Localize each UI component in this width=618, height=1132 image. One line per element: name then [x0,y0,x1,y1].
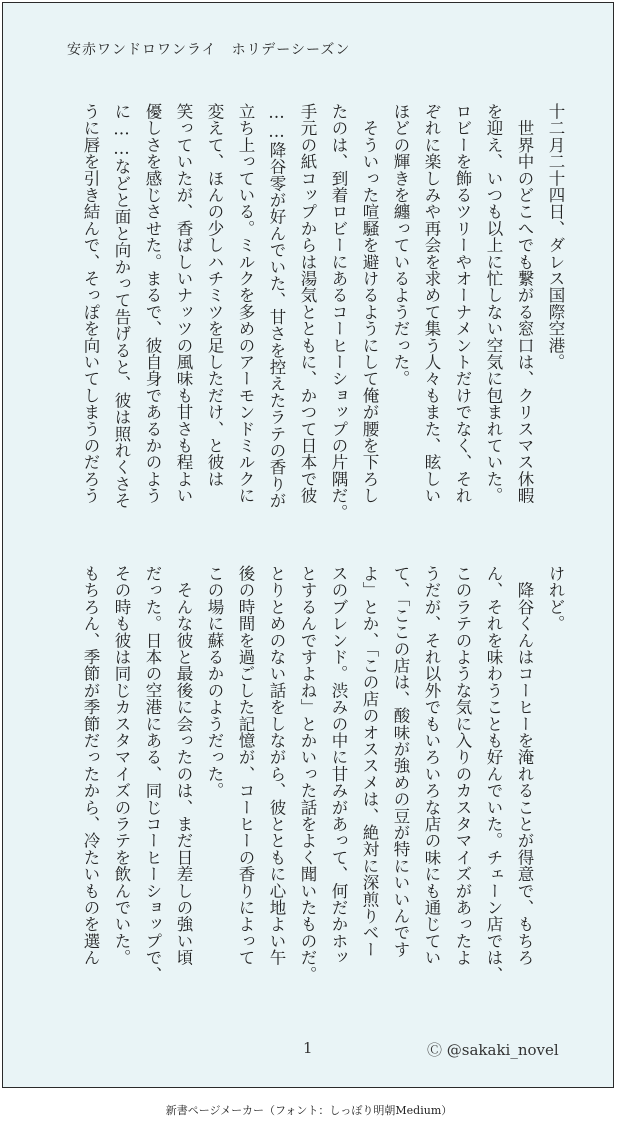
text-column: 優しさを感じさせた。まるで、彼自身であるかのよう [143,103,162,504]
text-column: この場に蘇るかのようだった。 [205,565,224,799]
novel-page [2,2,614,1088]
text-column: ……降谷零が好んでいた、甘さを控えたラテの香りが [267,103,286,509]
text-column: その時も彼は同じカスタマイズのラテを飲んでいた。 [112,565,131,966]
page-number: 1 [303,1039,313,1057]
text-column: だった。日本の空港にある、同じコーヒーショップで、 [143,565,162,983]
text-column: もちろん、季節が季節だったから、冷たいものを選ん [81,565,100,966]
author-credit: Ⓒ @sakaki_novel [427,1041,559,1059]
text-column: 手元の紙コップからは湯気とともに、かつて日本で彼 [298,103,317,504]
footer-caption: 新書ページメーカー（フォント：しっぽり明朝Medium） [165,1104,453,1117]
text-column: うに唇を引き結んで、そっぽを向いてしまうのだろう [81,103,100,504]
text-column: とりとめのない話をしながら、彼とともに心地よい午 [267,565,286,966]
text-column: そういった喧騒を避けるようにして俺が腰を下ろし [360,103,379,504]
text-block-bottom [75,565,571,995]
text-column: スのブレンド。渋みの中に甘みがあって、何だかホッ [329,565,348,966]
text-column: 降谷くんはコーヒーを淹れることが得意で、もちろ [515,565,534,966]
text-column: ん、それを味わうことも好んでいた。チェーン店では、 [484,565,503,983]
text-column: 後の時間を過ごした記憶が、コーヒーの香りによって [236,565,255,966]
text-column: このラテのような気に入りのカスタマイズがあったよ [453,565,472,966]
text-column: けれど。 [546,565,565,632]
text-column: 立ち上っている。ミルクを多めのアーモンドミルクに [236,103,255,504]
text-column: を迎え、いつも以上に忙しない空気に包まれていた。 [484,103,503,504]
text-column: に……などと面と向かって告げると、彼は照れくさそ [112,103,131,509]
page-title: 安赤ワンドロワンライ ホリデーシーズン [67,42,351,58]
text-column: そんな彼と最後に会ったのは、まだ日差しの強い頃 [174,565,193,966]
text-column: とするんですよね」とかいった話をよく聞いたものだ。 [298,565,317,983]
text-column: 笑っていたが、香ばしいナッツの風味も甘さも程よい [174,103,193,504]
text-column: ほどの輝きを纏っているようだった。 [391,103,410,387]
text-column: よ」とか、「この店のオススメは、絶対に深煎りベー [360,565,379,958]
text-column: 変えて、ほんの少しハチミツを足しただけ、と彼は [205,103,224,488]
text-column: ロビーを飾るツリーやオーナメントだけでなく、それ [453,103,472,504]
text-block-top [75,103,571,533]
text-column: うだが、それ以外でもいろいろな店の味にも通じてい [422,565,441,966]
text-column: ぞれに楽しみや再会を求めて集う人々もまた、眩しい [422,103,441,504]
text-column: 十二月二十四日、ダレス国際空港。 [546,103,565,371]
text-column: て、「ここの店は、酸味が強めの豆が特にいいんです [391,565,410,958]
text-column: 世界中のどこへでも繋がる窓口は、クリスマス休暇 [515,103,534,504]
text-column: たのは、到着ロビーにあるコーヒーショップの片隅だ。 [329,103,348,521]
